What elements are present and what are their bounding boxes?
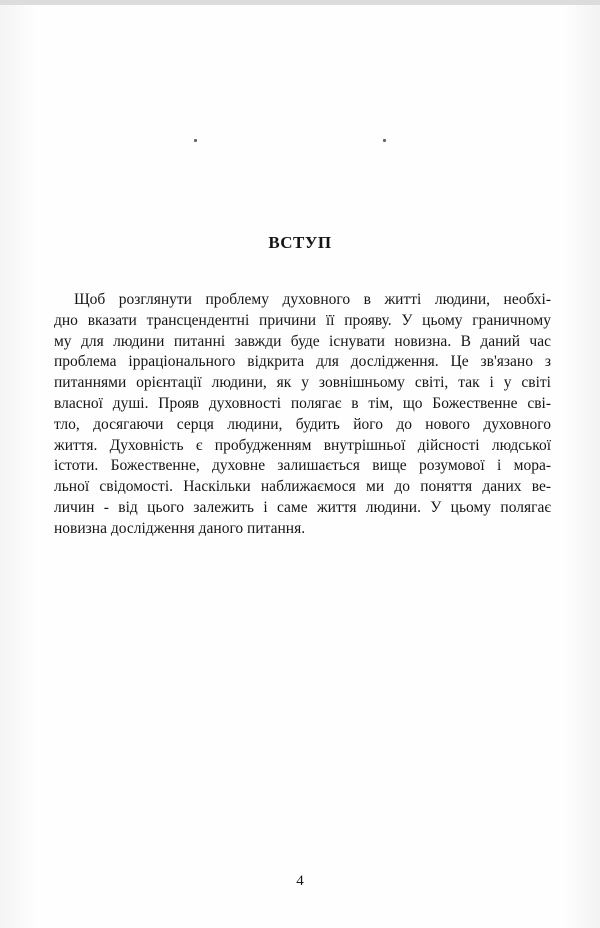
scan-top-edge: [0, 0, 600, 5]
scan-artifact: [383, 139, 386, 142]
paragraph-line: істоти. Божественне, духовне залишається вище розумової і мора-: [54, 457, 551, 475]
body-paragraph: [54, 290, 551, 540]
paragraph-line: власної душі. Прояв духовності полягає в тім, що Божественне сві-: [54, 394, 551, 412]
paragraph-line: тло, досягаючи серця людини, будить його до нового духовного: [54, 415, 551, 433]
paragraph-line: му для людини питанні завжди буде існувати новизна. В даний час: [54, 332, 551, 350]
page-number: 4: [296, 873, 304, 889]
scan-artifact: [194, 139, 197, 142]
paragraph-line: життя. Духовність є пробудженням внутрішньої дійсності людської: [54, 436, 551, 454]
section-heading: ВСТУП: [268, 233, 332, 252]
paragraph-line: личин - від цього залежить і саме життя людини. У цьому полягає: [54, 498, 551, 516]
paragraph-line: проблема ірраціонального відкрита для дослідження. Це зв'язано з: [54, 353, 551, 371]
paragraph-line: новизна дослідження даного питання.: [54, 519, 306, 537]
paragraph-line: питаннями орієнтації людини, як у зовнішньому світі, так і у світі: [54, 374, 551, 392]
paragraph-line: Щоб розглянути проблему духовного в житті людини, необхі-: [74, 291, 551, 308]
paragraph-line: льної свідомості. Наскільки наближаємося ми до поняття даних ве-: [54, 478, 551, 496]
paragraph-line: дно вказати трансцендентні причини її прояву. У цьому граничному: [54, 311, 551, 329]
